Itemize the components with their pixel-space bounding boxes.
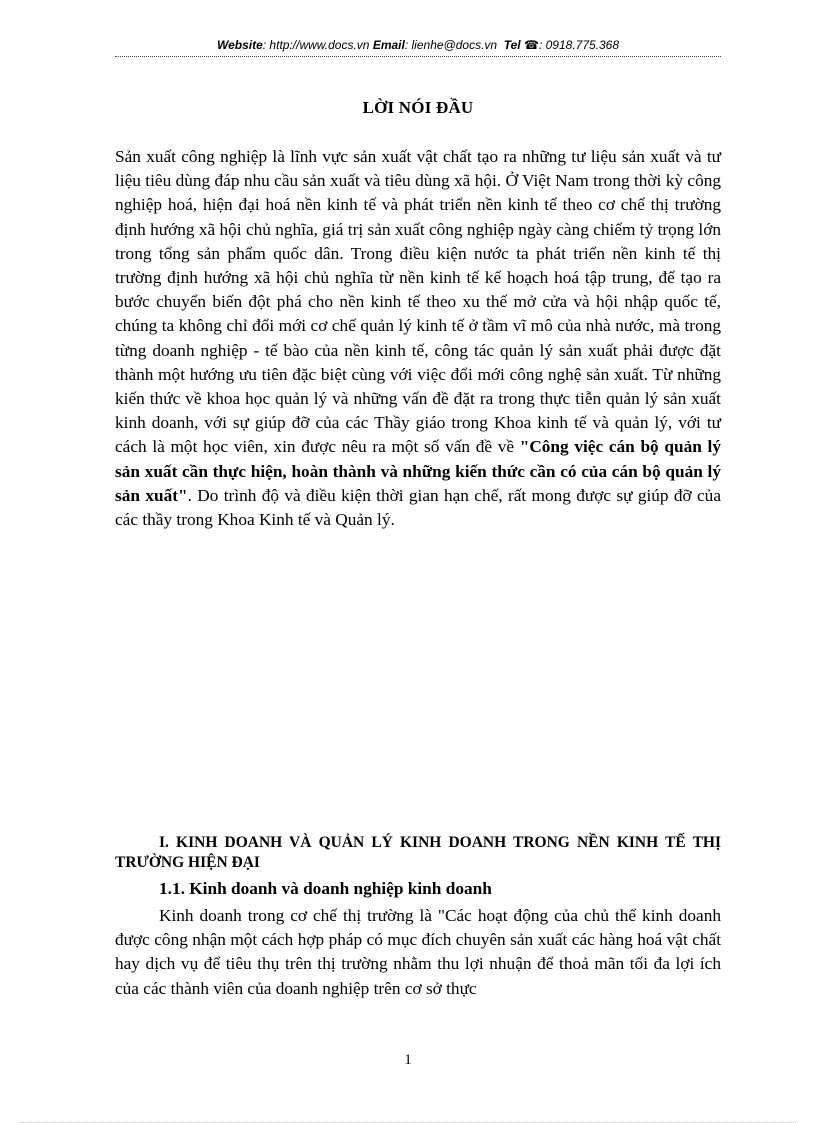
intro-paragraph bbox=[115, 145, 721, 532]
section-heading: I. KINH DOANH VÀ QUẢN LÝ KINH DOANH TRONG NỀN KINH TẾ THỊ TRƯỜNG HIỆN ĐẠI bbox=[115, 834, 721, 871]
subsection-heading: 1.1. Kinh doanh và doanh nghiệp kinh doanh bbox=[159, 879, 492, 898]
website-value: : http://www.docs.vn bbox=[262, 38, 370, 52]
page-header bbox=[115, 37, 721, 57]
intro-text-end: . Do trình độ và điều kiện thời gian hạn chế, rất mong được sự giúp đỡ của các thầy trong Khoa Kinh tế và Quản lý. bbox=[115, 485, 721, 530]
body-paragraph: Kinh doanh trong cơ chế thị trường là "Các hoạt động của chủ thể kinh doanh được công nhận một cách hợp pháp có mục đích chuyên sản xuất các hàng hoá vật chất hay dịch vụ để tiêu thụ trên thị trường nhằm thu lợi nhuận để thoả mãn tối đa lợi ích của các thành viên của doanh nghiệp trên cơ sở thực bbox=[115, 906, 721, 998]
website-label: Website bbox=[216, 38, 263, 52]
email-label: Email bbox=[372, 38, 405, 52]
intro-text: Sản xuất công nghiệp là lĩnh vực sản xuất vật chất tạo ra những tư liệu sản xuất và tư liệu tiêu dùng đáp nhu cầu sản xuất và tiêu dùng xã hội. Ở Việt Nam trong thời kỳ công nghiệp hoá, hiện đại hoá nền kinh tế và phát triển nền kinh tế theo cơ chế thị trường định hướng xã hội chủ nghĩa, giá trị sản xuất công nghiệp ngày càng chiếm tỷ trọng lớn trong tổng sản phẩm quốc dân. Trong điều kiện nước ta phát triển nền kinh tế thị trường định hướng xã hội chủ nghĩa từ nền kinh tế kế hoạch hoá tập trung, để tạo ra bước chuyển biến đột phá cho nền kinh tế theo xu thế mở cửa và hội nhập quốc tế, chúng ta không chỉ đổi mới cơ chế quản lý kinh tế ở tầm vĩ mô của nhà nước, mà trong từng doanh nghiệp - tế bào của nền kinh tế, công tác quản lý sản xuất phải được đặt thành một hướng ưu tiên đặc biệt cùng với việc đổi mới công nghệ sản xuất. Từ những kiến thức về khoa học quản lý và những vấn đề đặt ra trong thực tiễn quản lý sản xuất kinh doanh, với sự giúp đỡ của các Thầy giáo trong Khoa kinh tế và quản lý, với tư cách là một học viên, xin được nêu ra một số vấn đề về bbox=[115, 147, 721, 457]
intro-bold-topic: "Công việc cán bộ quản lý sản xuất cần thực hiện, hoàn thành và những kiến thức cần có của cán bộ quản lý sản xuất" bbox=[115, 437, 721, 505]
tel-value: : 0918.775.368 bbox=[538, 38, 620, 52]
page-number: 1 bbox=[404, 1052, 412, 1068]
phone-icon: ☎ bbox=[524, 38, 539, 52]
document-title: LỜI NÓI ĐẦU bbox=[362, 98, 474, 117]
email-value: : lienhe@docs.vn bbox=[404, 38, 498, 52]
tel-label: Tel bbox=[503, 38, 521, 52]
